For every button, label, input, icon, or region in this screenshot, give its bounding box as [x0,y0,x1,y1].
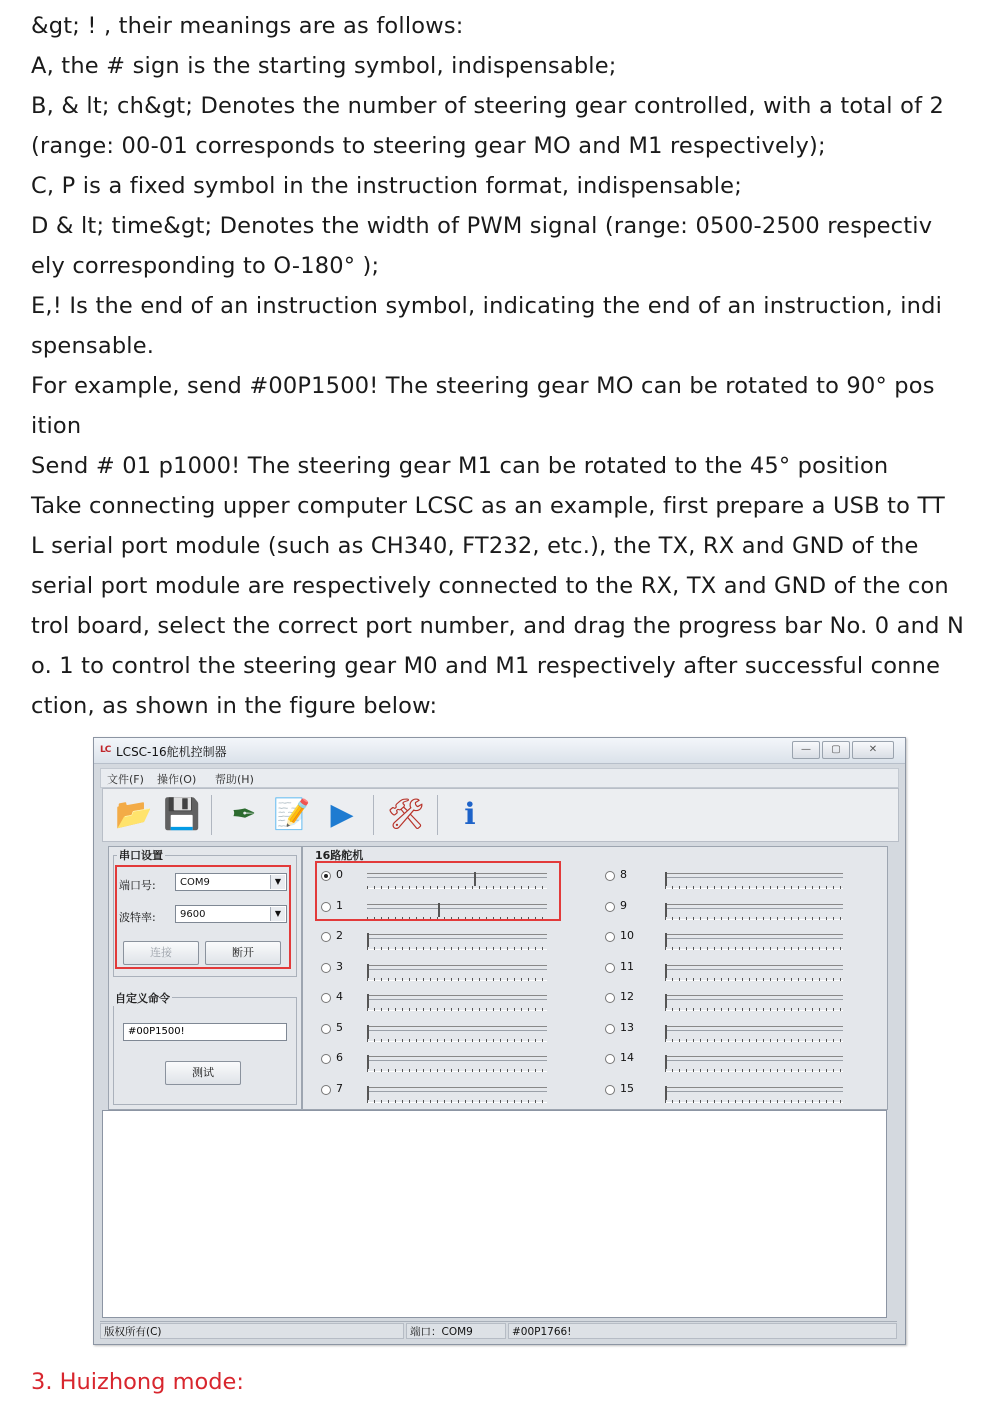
text-line: o. 1 to control the steering gear M0 and M1 respectively after successful conne [31,653,941,679]
toolbar-divider [211,795,212,835]
left-panel [108,846,302,1110]
servo-slider[interactable] [367,995,547,1011]
slider-ticks [367,947,547,950]
toolbar-divider [437,795,438,835]
servo-slider[interactable] [367,965,547,981]
servo-row [321,957,551,985]
slider-ticks [665,947,843,950]
status-last-command: #00P1766! [508,1323,897,1339]
slider-thumb[interactable] [367,1055,369,1069]
servo-highlight [315,861,561,921]
text-line: (range: 00-01 corresponds to steering gear MO and M1 respectively); [31,133,826,159]
servo-slider[interactable] [665,904,843,920]
custom-command-group [113,997,297,1105]
servo-row [321,1048,551,1076]
servo-row [605,896,847,924]
servo-slider[interactable] [367,934,547,950]
servo-radio[interactable] [605,963,615,973]
slider-ticks [665,1039,843,1042]
play-icon[interactable]: ▶ [330,797,354,832]
servo-label: 0 [336,868,343,881]
servo-slider[interactable] [665,1087,843,1103]
text-line: ition [31,413,82,439]
text-line: C, P is a fixed symbol in the instruction format, indispensable; [31,173,743,199]
save-icon[interactable]: 💾 [163,797,201,832]
status-bar [100,1321,897,1340]
document-text [31,6,981,726]
text-line: ely corresponding to O-180° ); [31,253,380,279]
servo-row [321,926,551,954]
slider-ticks [665,1069,843,1072]
menu-file[interactable]: 文件(F) [107,773,144,786]
slider-thumb[interactable] [665,933,667,947]
slider-thumb[interactable] [367,933,369,947]
baud-label: 波特率: [119,911,156,924]
toolbar-divider [373,795,374,835]
text-line: A, the # sign is the starting symbol, indispensable; [31,53,617,79]
menu-operate[interactable]: 操作(O) [157,773,197,786]
menu-bar [100,768,899,788]
servo-radio[interactable] [605,993,615,1003]
test-button[interactable]: 测试 [165,1061,241,1085]
servo-row [605,1048,847,1076]
servo-radio[interactable] [321,932,331,942]
minimize-icon[interactable]: — [792,741,820,759]
text-line: serial port module are respectively connected to the RX, TX and GND of the con [31,573,949,599]
servo-row [321,1018,551,1046]
servo-slider[interactable] [665,995,843,1011]
servo-row [321,1079,551,1107]
slider-thumb[interactable] [367,994,369,1008]
servo-label: 3 [336,959,343,973]
disconnect-button[interactable]: 断开 [205,941,281,965]
info-icon[interactable]: ℹ [464,797,476,832]
slider-ticks [367,1100,547,1103]
text-line: trol board, select the correct port number, and drag the progress bar No. 0 and N [31,613,964,639]
slider-ticks [665,1008,843,1011]
servo-slider[interactable] [665,965,843,981]
servo-label: 15 [620,1081,634,1095]
servo-radio[interactable] [605,932,615,942]
servo-row [605,957,847,985]
text-line: spensable. [31,333,155,359]
servo-radio[interactable] [321,1024,331,1034]
text-line: ction, as shown in the figure below: [31,693,438,719]
slider-thumb[interactable] [665,903,667,917]
pen-icon[interactable]: ✒ [231,797,257,832]
slider-thumb[interactable] [367,1086,369,1100]
servo-label: 9 [620,898,627,912]
slider-thumb[interactable] [665,964,667,978]
text-line: B, & lt; ch&gt; Denotes the number of steering gear controlled, with a total of 2 [31,93,945,119]
tools-icon[interactable]: 🛠 [386,797,426,832]
servo-radio[interactable] [321,963,331,973]
servo-label: 12 [620,990,634,1003]
servo-row [605,926,847,954]
servo-label: 5 [336,1020,343,1034]
slider-ticks [367,978,547,981]
slider-thumb[interactable] [367,964,369,978]
slider-thumb[interactable] [665,994,667,1008]
text-line: E,! Is the end of an instruction symbol, indicating the end of an instruction, indi [31,293,943,319]
status-copyright: 版权所有(C) [100,1323,404,1339]
slider-ticks [665,886,843,889]
toolbar [102,788,899,842]
servo-row [605,987,847,1015]
text-line: For example, send #00P1500! The steering gear MO can be rotated to 90° pos [31,373,935,399]
servo-label: 11 [620,959,634,973]
servo-radio[interactable] [605,871,615,881]
servo-radio[interactable] [605,902,615,912]
slider-ticks [665,978,843,981]
servo-label: 10 [620,929,634,942]
app-window [93,737,906,1345]
slider-ticks [367,1008,547,1011]
slider-ticks [665,1100,843,1103]
servo-slider[interactable] [665,873,843,889]
connect-button[interactable]: 连接 [123,941,199,965]
chevron-down-icon[interactable]: ▼ [270,875,285,889]
slider-thumb[interactable] [665,1055,667,1069]
servo-slider[interactable] [367,1087,547,1103]
servo-slider[interactable] [665,1056,843,1072]
servo-radio[interactable] [605,1054,615,1064]
servo-radio[interactable] [321,1054,331,1064]
servo-label: 4 [336,990,343,1003]
servo-row [605,865,847,893]
servo-radio[interactable] [321,1085,331,1095]
servo-slider[interactable] [367,1056,547,1072]
slider-thumb[interactable] [665,872,667,886]
servo-slider[interactable] [665,1026,843,1042]
slider-ticks [665,917,843,920]
app-logo: LC [100,745,111,755]
port-label: 端口号: [119,879,156,892]
servo-label: 13 [620,1020,634,1034]
serial-highlight [115,865,291,969]
menu-help[interactable]: 帮助(H) [215,773,254,786]
section-heading: 3. Huizhong mode: [31,1369,244,1395]
servo-label: 2 [336,929,343,942]
slider-thumb[interactable] [665,1025,667,1039]
text-line: D & lt; time&gt; Denotes the width of PWM signal (range: 0500-2500 respectiv [31,213,933,239]
servo-label: 1 [336,898,343,912]
servo-label: 7 [336,1081,343,1095]
baud-value: 9600 [180,909,206,920]
servo-label: 8 [620,868,627,881]
slider-ticks [367,1039,547,1042]
servo-row [605,1079,847,1107]
servo-slider[interactable] [367,1026,547,1042]
servo-radio[interactable] [605,1024,615,1034]
serial-settings-title: 串口设置 [119,849,163,862]
window-title: LCSC-16舵机控制器 [116,745,227,759]
servo-panel [302,846,888,1110]
custom-command-input[interactable] [123,1023,287,1041]
status-port: 端口：COM9 [406,1323,506,1339]
servo-radio[interactable] [321,993,331,1003]
edit-document-icon[interactable]: 📝 [273,797,311,832]
slider-thumb[interactable] [367,1025,369,1039]
title-bar [94,738,905,764]
log-area[interactable] [102,1110,887,1318]
port-value: COM9 [180,877,210,888]
text-line: Take connecting upper computer LCSC as an example, first prepare a USB to TT [31,493,945,519]
servo-slider[interactable] [665,934,843,950]
close-icon[interactable]: ✕ [852,741,894,759]
slider-thumb[interactable] [665,1086,667,1100]
maximize-icon[interactable]: ▢ [822,741,850,759]
servo-label: 14 [620,1051,634,1064]
text-line: L serial port module (such as CH340, FT232, etc.), the TX, RX and GND of the [31,533,919,559]
servo-label: 6 [336,1051,343,1064]
servo-row [321,987,551,1015]
slider-ticks [367,1069,547,1072]
servo-row [605,1018,847,1046]
text-line: Send # 01 p1000! The steering gear M1 can be rotated to the 45° position [31,453,889,479]
servo-group-title: 16路舵机 [315,849,364,862]
chevron-down-icon[interactable]: ▼ [270,907,285,921]
folder-open-icon[interactable]: 📂 [115,797,153,832]
custom-command-title: 自定义命令 [115,992,170,1005]
servo-radio[interactable] [605,1085,615,1095]
text-line: &gt; ! , their meanings are as follows: [31,13,464,39]
